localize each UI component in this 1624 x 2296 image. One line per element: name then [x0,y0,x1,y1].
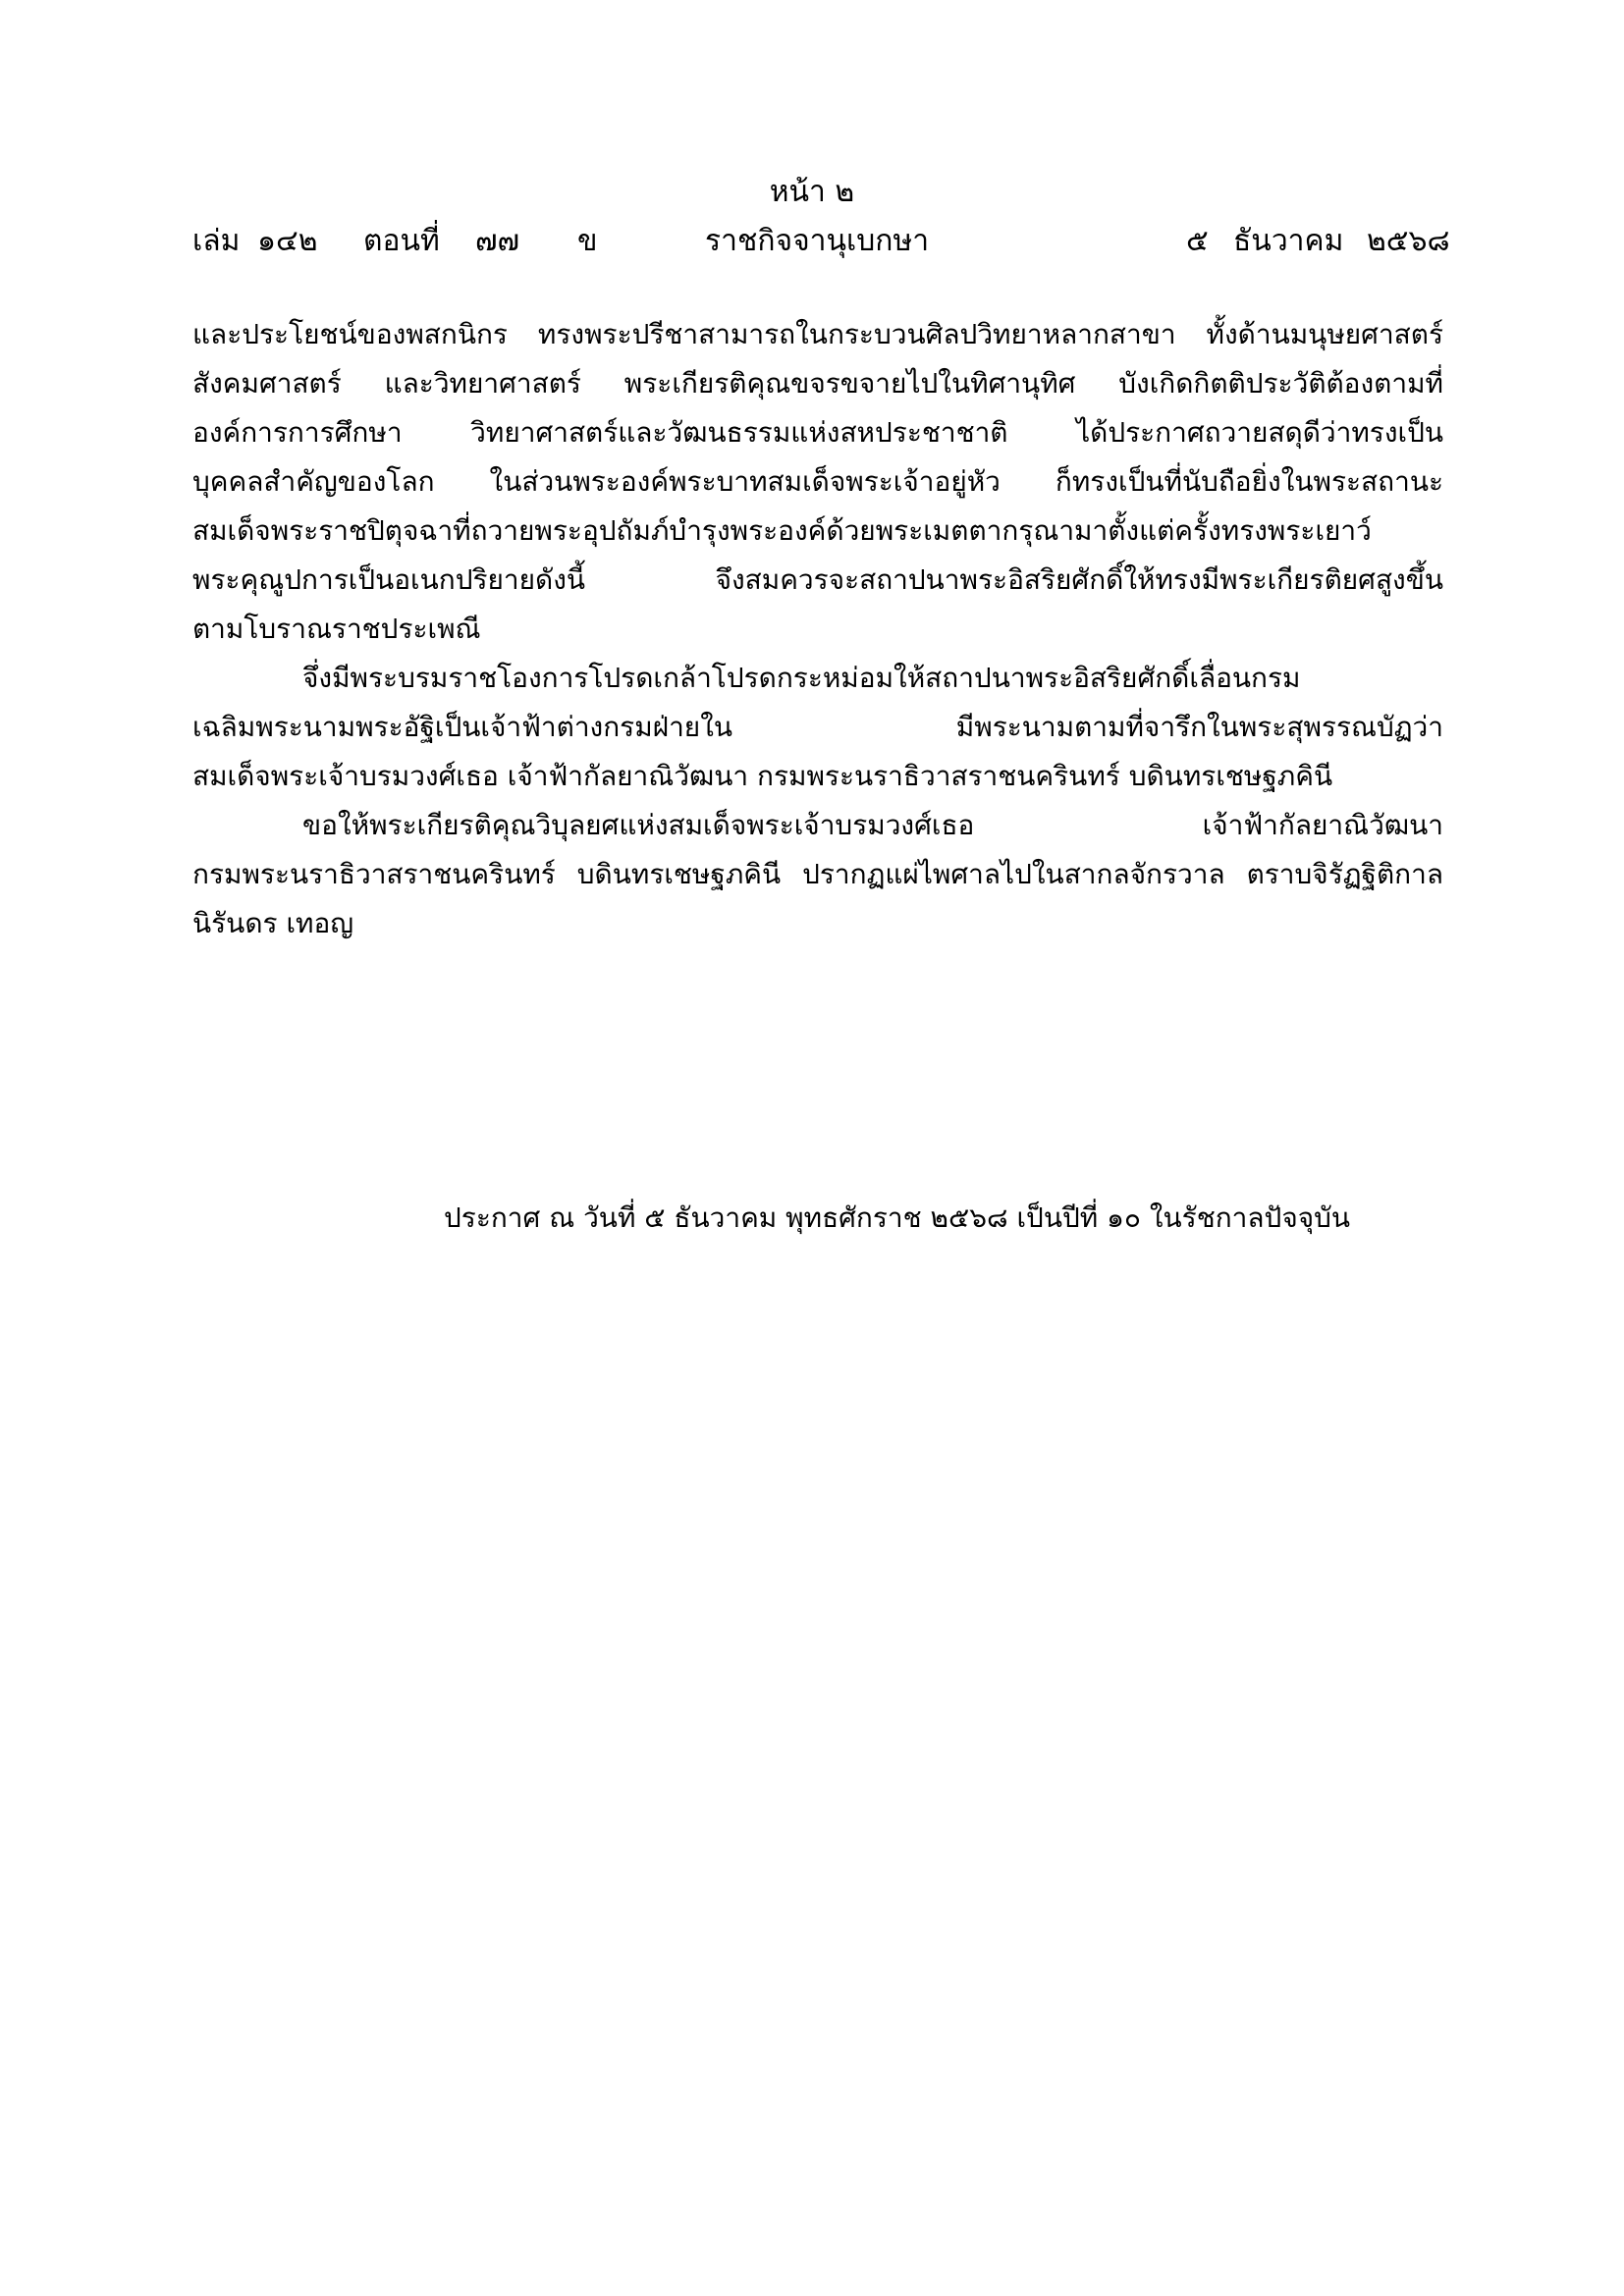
text-line: กรมพระนราธิวาสราชนครินทร์ บดินทรเชษฐภคินี ปรากฏแผ่ไพศาลไปในสากลจักรวาล ตราบจิรัฏฐิติกาล [192,858,1443,890]
date-day: ๕ [1186,224,1209,258]
paragraph-3 [192,801,1443,948]
text-line: ตามโบราณราชประเพณี [192,613,481,645]
section-label: ตอนที่ [363,224,440,258]
text-line: สมเด็จพระราชปิตุจฉาที่ถวายพระอุปถัมภ์บำรุงพระองค์ด้วยพระเมตตากรุณามาตั้งแต่ครั้งทรงพระเยาว์ [192,514,1372,547]
page-number: หน้า ๒ [769,175,855,209]
text-line: องค์การการศึกษา วิทยาศาสตร์และวัฒนธรรมแห่งสหประชาชาติ ได้ประกาศถวายสดุดีว่าทรงเป็น [192,416,1443,449]
announcement-body [192,310,1443,948]
date-month: ธันวาคม [1233,224,1344,258]
section-letter: ข [577,224,598,258]
proclamation-date-line: ประกาศ ณ วันที่ ๕ ธันวาคม พุทธศักราช ๒๕๖๘ เป็นปีที่ ๑๐ ในรัชกาลปัจจุบัน [444,1201,1351,1234]
volume-number: ๑๔๒ [257,224,318,258]
text-line: และประโยชน์ของพสกนิกร ทรงพระปรีชาสามารถในกระบวนศิลปวิทยาหลากสาขา ทั้งด้านมนุษยศาสตร์ [192,318,1443,350]
section-number: ๗๗ [475,224,520,258]
paragraph-1 [192,310,1443,654]
text-line: บุคคลสำคัญของโลก ในส่วนพระองค์พระบาทสมเด็จพระเจ้าอยู่หัว ก็ทรงเป็นที่นับถือยิ่งในพระสถานะ [192,465,1443,498]
gazette-header [0,222,1624,261]
date-year: ๒๕๖๘ [1367,224,1450,258]
text-line: พระคุณูปการเป็นอเนกปริยายดังนี้ จึงสมควรจะสถาปนาพระอิสริยศักดิ์ให้ทรงมีพระเกียรติยศสูงขึ้น [192,563,1443,596]
text-line: สมเด็จพระเจ้าบรมวงศ์เธอ เจ้าฟ้ากัลยาณิวัฒนา กรมพระนราธิวาสราชนครินทร์ บดินทรเชษฐภคินี [192,760,1333,792]
text-line: เฉลิมพระนามพระอัฐิเป็นเจ้าฟ้าต่างกรมฝ่ายใน มีพระนามตามที่จารึกในพระสุพรรณบัฏว่า [192,711,1443,743]
volume-label: เล่ม [192,224,241,258]
text-line: ขอให้พระเกียรติคุณวิบุลยศแห่งสมเด็จพระเจ้าบรมวงศ์เธอ เจ้าฟ้ากัลยาณิวัฒนา [302,809,1443,841]
text-line: สังคมศาสตร์ และวิทยาศาสตร์ พระเกียรติคุณขจรขจายไปในทิศานุทิศ บังเกิดกิตติประวัติต้องตามที่ [192,367,1443,400]
paragraph-2 [192,654,1443,801]
text-line: นิรันดร เทอญ [192,907,354,939]
text-line: จึ่งมีพระบรมราชโองการโปรดเกล้าโปรดกระหม่อมให้สถาปนาพระอิสริยศักดิ์เลื่อนกรม [302,662,1301,694]
publication-title: ราชกิจจานุเบกษา [705,224,930,258]
